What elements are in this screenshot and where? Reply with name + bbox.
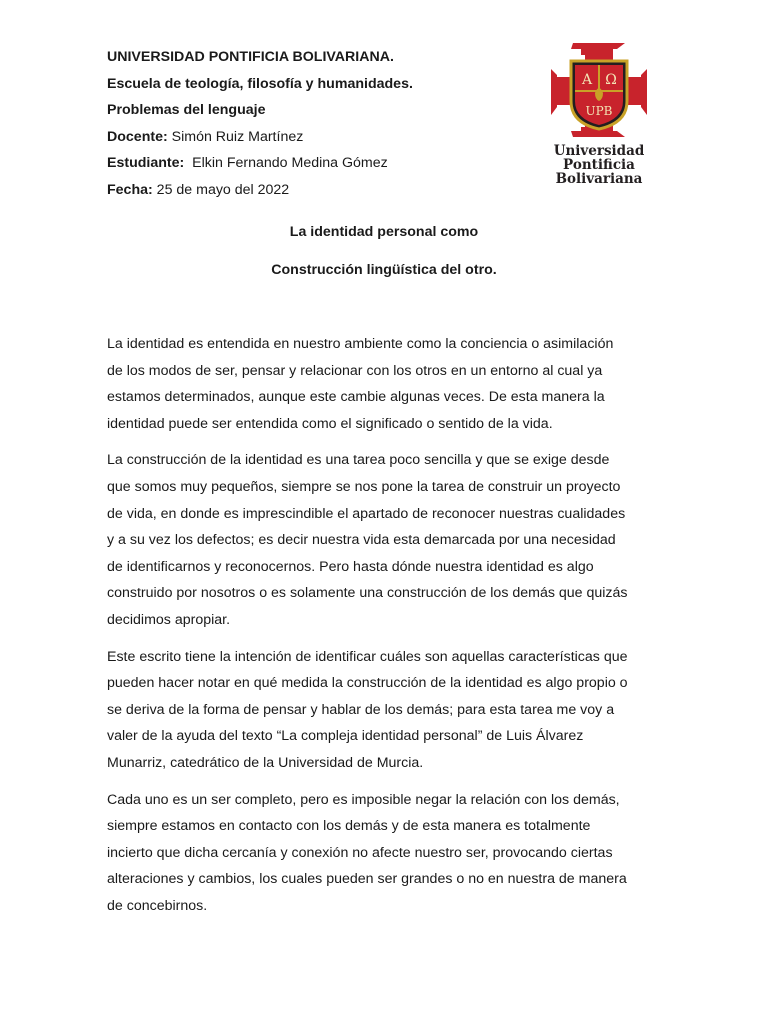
paragraph-line: se deriva de la forma de pensar y hablar de los demás; para esta tarea me voy a [107, 701, 615, 718]
essay-body [107, 331, 667, 929]
student-value: Elkin Fernando Medina Gómez [184, 155, 388, 171]
upb-logo [551, 43, 647, 189]
paragraph-line: construido por nosotros o es solamente una construcción de los demás que quizás [107, 585, 628, 602]
paragraph-line: siempre estamos en contacto con los demás y de esta manera es totalmente [107, 818, 591, 835]
logo-wordmark-line1: Universidad [553, 143, 645, 159]
shield-icon [571, 61, 627, 129]
paragraph-line: incierto que dicha cercanía y conexión no afecte nuestro ser, provocando ciertas [107, 844, 613, 861]
paragraph-line: alteraciones y cambios, los cuales pueden ser grandes o no en nuestra de manera [107, 871, 627, 888]
essay-title-line-2: Construcción lingüística del otro. [271, 262, 497, 278]
paragraph-line: de concebirnos. [107, 897, 208, 914]
date-value: 25 de mayo del 2022 [152, 181, 290, 198]
teacher-value: Simón Ruiz Martínez [167, 128, 304, 145]
logo-wordmark-line2: Pontificia [563, 157, 635, 173]
paragraph-1 [107, 331, 667, 437]
paragraph-line: La construcción de la identidad es una tarea poco sencilla y que se exige desde [107, 452, 610, 469]
date-label: Fecha: [107, 181, 153, 198]
paragraph-2 [107, 447, 667, 633]
paragraph-line: Munarriz, catedrático de la Universidad de Murcia. [107, 754, 424, 771]
paragraph-line: decidimos apropiar. [107, 611, 231, 628]
paragraph-line: de identificarnos y reconocernos. Pero hasta dónde nuestra identidad es algo [107, 558, 594, 575]
paragraph-line: de los modos de ser, pensar y relacionar con los otros en un entorno al cual ya [107, 362, 603, 379]
logo-omega: Ω [605, 72, 617, 88]
student-line [107, 150, 547, 177]
paragraph-line: valer de la ayuda del texto “La compleja identidad personal” de Luis Álvarez [107, 728, 584, 745]
paragraph-line: Este escrito tiene la intención de identificar cuáles son aquellas características que [107, 648, 628, 665]
teacher-line [107, 124, 547, 151]
paragraph-line: Cada uno es un ser completo, pero es imposible negar la relación con los demás, [107, 791, 620, 808]
paragraph-line: La identidad es entendida en nuestro ambiente como la conciencia o asimilación [107, 336, 614, 352]
paragraph-3 [107, 644, 667, 777]
document-header [107, 44, 547, 203]
university-name: UNIVERSIDAD PONTIFICIA BOLIVARIANA. [107, 49, 394, 65]
course-name: Problemas del lenguaje [107, 102, 266, 118]
teacher-label: Docente: [107, 128, 168, 145]
paragraph-line: y a su vez los defectos; es decir nuestra vida esta demarcada por una necesidad [107, 532, 616, 549]
school-name: Escuela de teología, filosofía y humanidades. [107, 75, 413, 92]
paragraph-line: que somos muy pequeños, siempre se nos pone la tarea de construir un proyecto [107, 478, 621, 495]
logo-alpha: A [581, 72, 593, 88]
paragraph-line: identidad puede ser entendida como el significado o sentido de la vida. [107, 415, 553, 432]
paragraph-4 [107, 787, 667, 920]
paragraph-line: de vida, en donde es imprescindible el apartado de reconocer nuestras cualidades [107, 505, 626, 522]
paragraph-line: pueden hacer notar en qué medida la construcción de la identidad es algo propio o [107, 675, 628, 692]
paragraph-line: estamos determinados, aunque este cambie algunas veces. De esta manera la [107, 389, 605, 406]
essay-title-line-1: La identidad personal como [289, 224, 479, 240]
logo-wordmark-line3: Bolivariana [555, 171, 643, 187]
date-line [107, 177, 547, 204]
student-label: Estudiante: [107, 155, 185, 171]
logo-initials: UPB [585, 104, 613, 118]
